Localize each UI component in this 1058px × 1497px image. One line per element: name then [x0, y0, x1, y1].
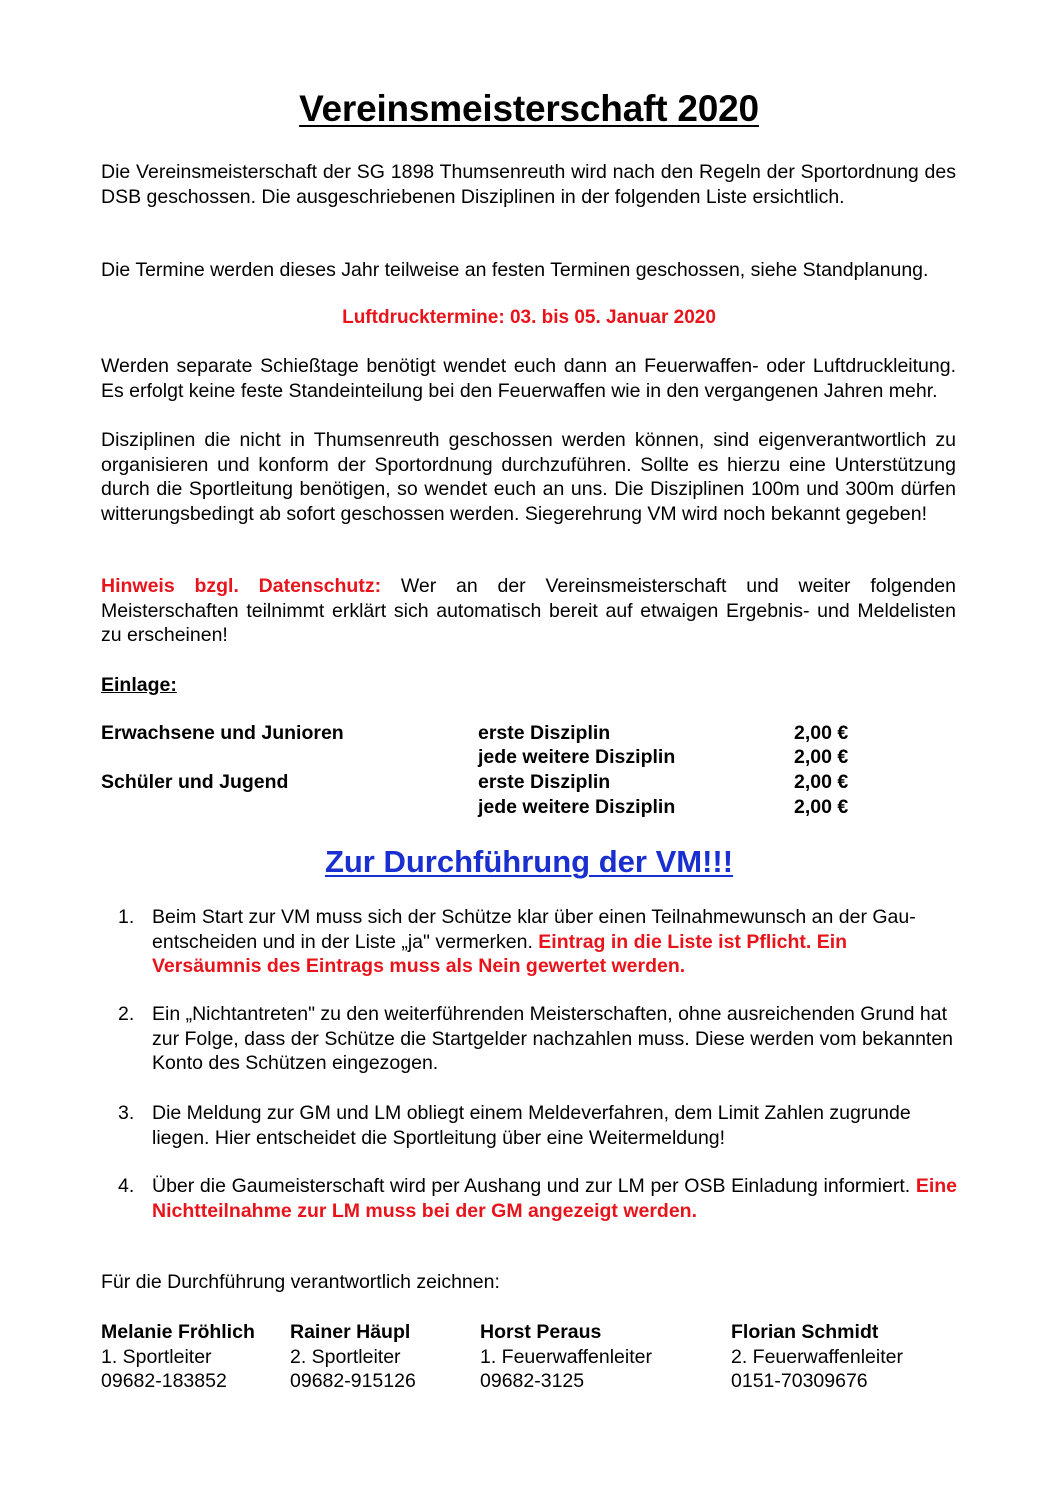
fee-discipline: erste Disziplin	[478, 722, 611, 744]
list-item	[118, 1174, 957, 1223]
signatory-role: 1. Sportleiter	[101, 1345, 212, 1368]
procedure-title: Zur Durchführung der VM!!!	[324, 844, 734, 879]
list-highlight: Eintrag in die Liste ist Pflicht. Ein Versäumnis des Eintrags muss als Nein gewertet werden.	[152, 930, 848, 978]
fee-group: Erwachsene und Junioren	[101, 722, 344, 744]
privacy-text: Wer an der Vereinsmeisterschaft und weiter folgenden Meisterschaften teilnimmt erklärt sich automatisch bereit auf etwaigen Ergebnis- und Meldelisten zu erscheinen!	[101, 575, 956, 647]
signatory-role: 1. Feuerwaffenleiter	[480, 1345, 652, 1368]
air-dates: Luftdrucktermine: 03. bis 05. Januar 2020	[342, 307, 716, 328]
list-text: Ein „Nichtantreten" zu den weiterführenden Meisterschaften, ohne ausreichenden Grund hat zur Folge, dass der Schütze die Startgelder nachzahlen muss. Diese werden vom bekannten Konto des Schützen eingezogen.	[152, 1003, 954, 1075]
list-number: 1.	[118, 906, 135, 928]
list-text: Über die Gaumeisterschaft wird per Aushang und zur LM per OSB Einladung informiert.	[152, 1175, 916, 1197]
signatory	[480, 1320, 652, 1394]
separate-days-paragraph: Werden separate Schießtage benötigt wendet euch dann an Feuerwaffen- oder Luftdruckleitung. Es erfolgt keine feste Standeinteilung bei den Feuerwaffen wie in den vergangenen Jahren mehr.	[101, 355, 956, 402]
intro-paragraph: Die Vereinsmeisterschaft der SG 1898 Thumsenreuth wird nach den Regeln der Sportordnung des DSB geschossen. Die ausgeschriebenen Disziplinen in der folgenden Liste ersichtlich.	[101, 161, 956, 208]
signatory	[101, 1320, 255, 1394]
list-number: 3.	[118, 1102, 135, 1124]
signatory	[290, 1320, 416, 1394]
disciplines-paragraph: Disziplinen die nicht in Thumsenreuth geschossen werden können, sind eigenverantwortlich zu organisieren und konform der Sportordnung durchzuführen. Sollte es hierzu eine Unterstützung durch die Sportleitung benötigen, so wendet euch an uns. Die Disziplinen 100m und 300m dürfen witterungsbedingt ab sofort geschossen werden. Siegerehrung VM wird noch bekannt gegeben!	[101, 429, 956, 525]
signatory-phone: 09682-3125	[480, 1370, 585, 1393]
schedule-paragraph: Die Termine werden dieses Jahr teilweise an festen Terminen geschossen, siehe Standplanung.	[101, 259, 929, 281]
signatory-role: 2. Feuerwaffenleiter	[731, 1345, 903, 1368]
signatory-phone: 09682-915126	[290, 1370, 416, 1393]
fee-discipline: jede weitere Disziplin	[478, 796, 676, 818]
fee-discipline: jede weitere Disziplin	[478, 746, 676, 768]
signatory-name: Melanie Fröhlich	[101, 1321, 255, 1343]
fees-heading: Einlage:	[101, 674, 177, 696]
fee-amount: 2,00 €	[794, 796, 849, 818]
list-number: 2.	[118, 1003, 135, 1025]
fee-amount: 2,00 €	[794, 771, 849, 793]
privacy-paragraph	[101, 574, 956, 648]
signatory-name: Rainer Häupl	[290, 1321, 411, 1343]
signatory-phone: 09682-183852	[101, 1370, 227, 1393]
list-number: 4.	[118, 1175, 135, 1197]
signatures-intro: Für die Durchführung verantwortlich zeichnen:	[101, 1271, 500, 1293]
list-text: Die Meldung zur GM und LM obliegt einem Meldeverfahren, dem Limit Zahlen zugrunde liegen. Hier entscheidet die Sportleitung über eine Weitermeldung!	[152, 1102, 911, 1149]
list-text: Beim Start zur VM muss sich der Schütze klar über einen Teilnahmewunsch an der Gau- entscheiden und in der Liste „ja" vermerken.	[152, 906, 916, 953]
signatory-name: Horst Peraus	[480, 1321, 602, 1343]
signatory-role: 2. Sportleiter	[290, 1345, 401, 1368]
fee-amount: 2,00 €	[794, 746, 849, 768]
signatory-name: Florian Schmidt	[731, 1321, 879, 1343]
fee-group: Schüler und Jugend	[101, 771, 289, 793]
signatory	[731, 1320, 903, 1394]
list-item	[118, 905, 957, 979]
list-item	[118, 1002, 957, 1076]
signatory-phone: 0151-70309676	[731, 1370, 868, 1393]
fee-amount: 2,00 €	[794, 722, 849, 744]
fee-discipline: erste Disziplin	[478, 771, 611, 793]
privacy-label: Hinweis bzgl. Datenschutz:	[101, 575, 382, 597]
page-title: Vereinsmeisterschaft 2020	[299, 88, 759, 129]
list-highlight: Eine Nichtteilnahme zur LM muss bei der GM angezeigt werden.	[152, 1175, 957, 1222]
list-item	[118, 1101, 957, 1150]
